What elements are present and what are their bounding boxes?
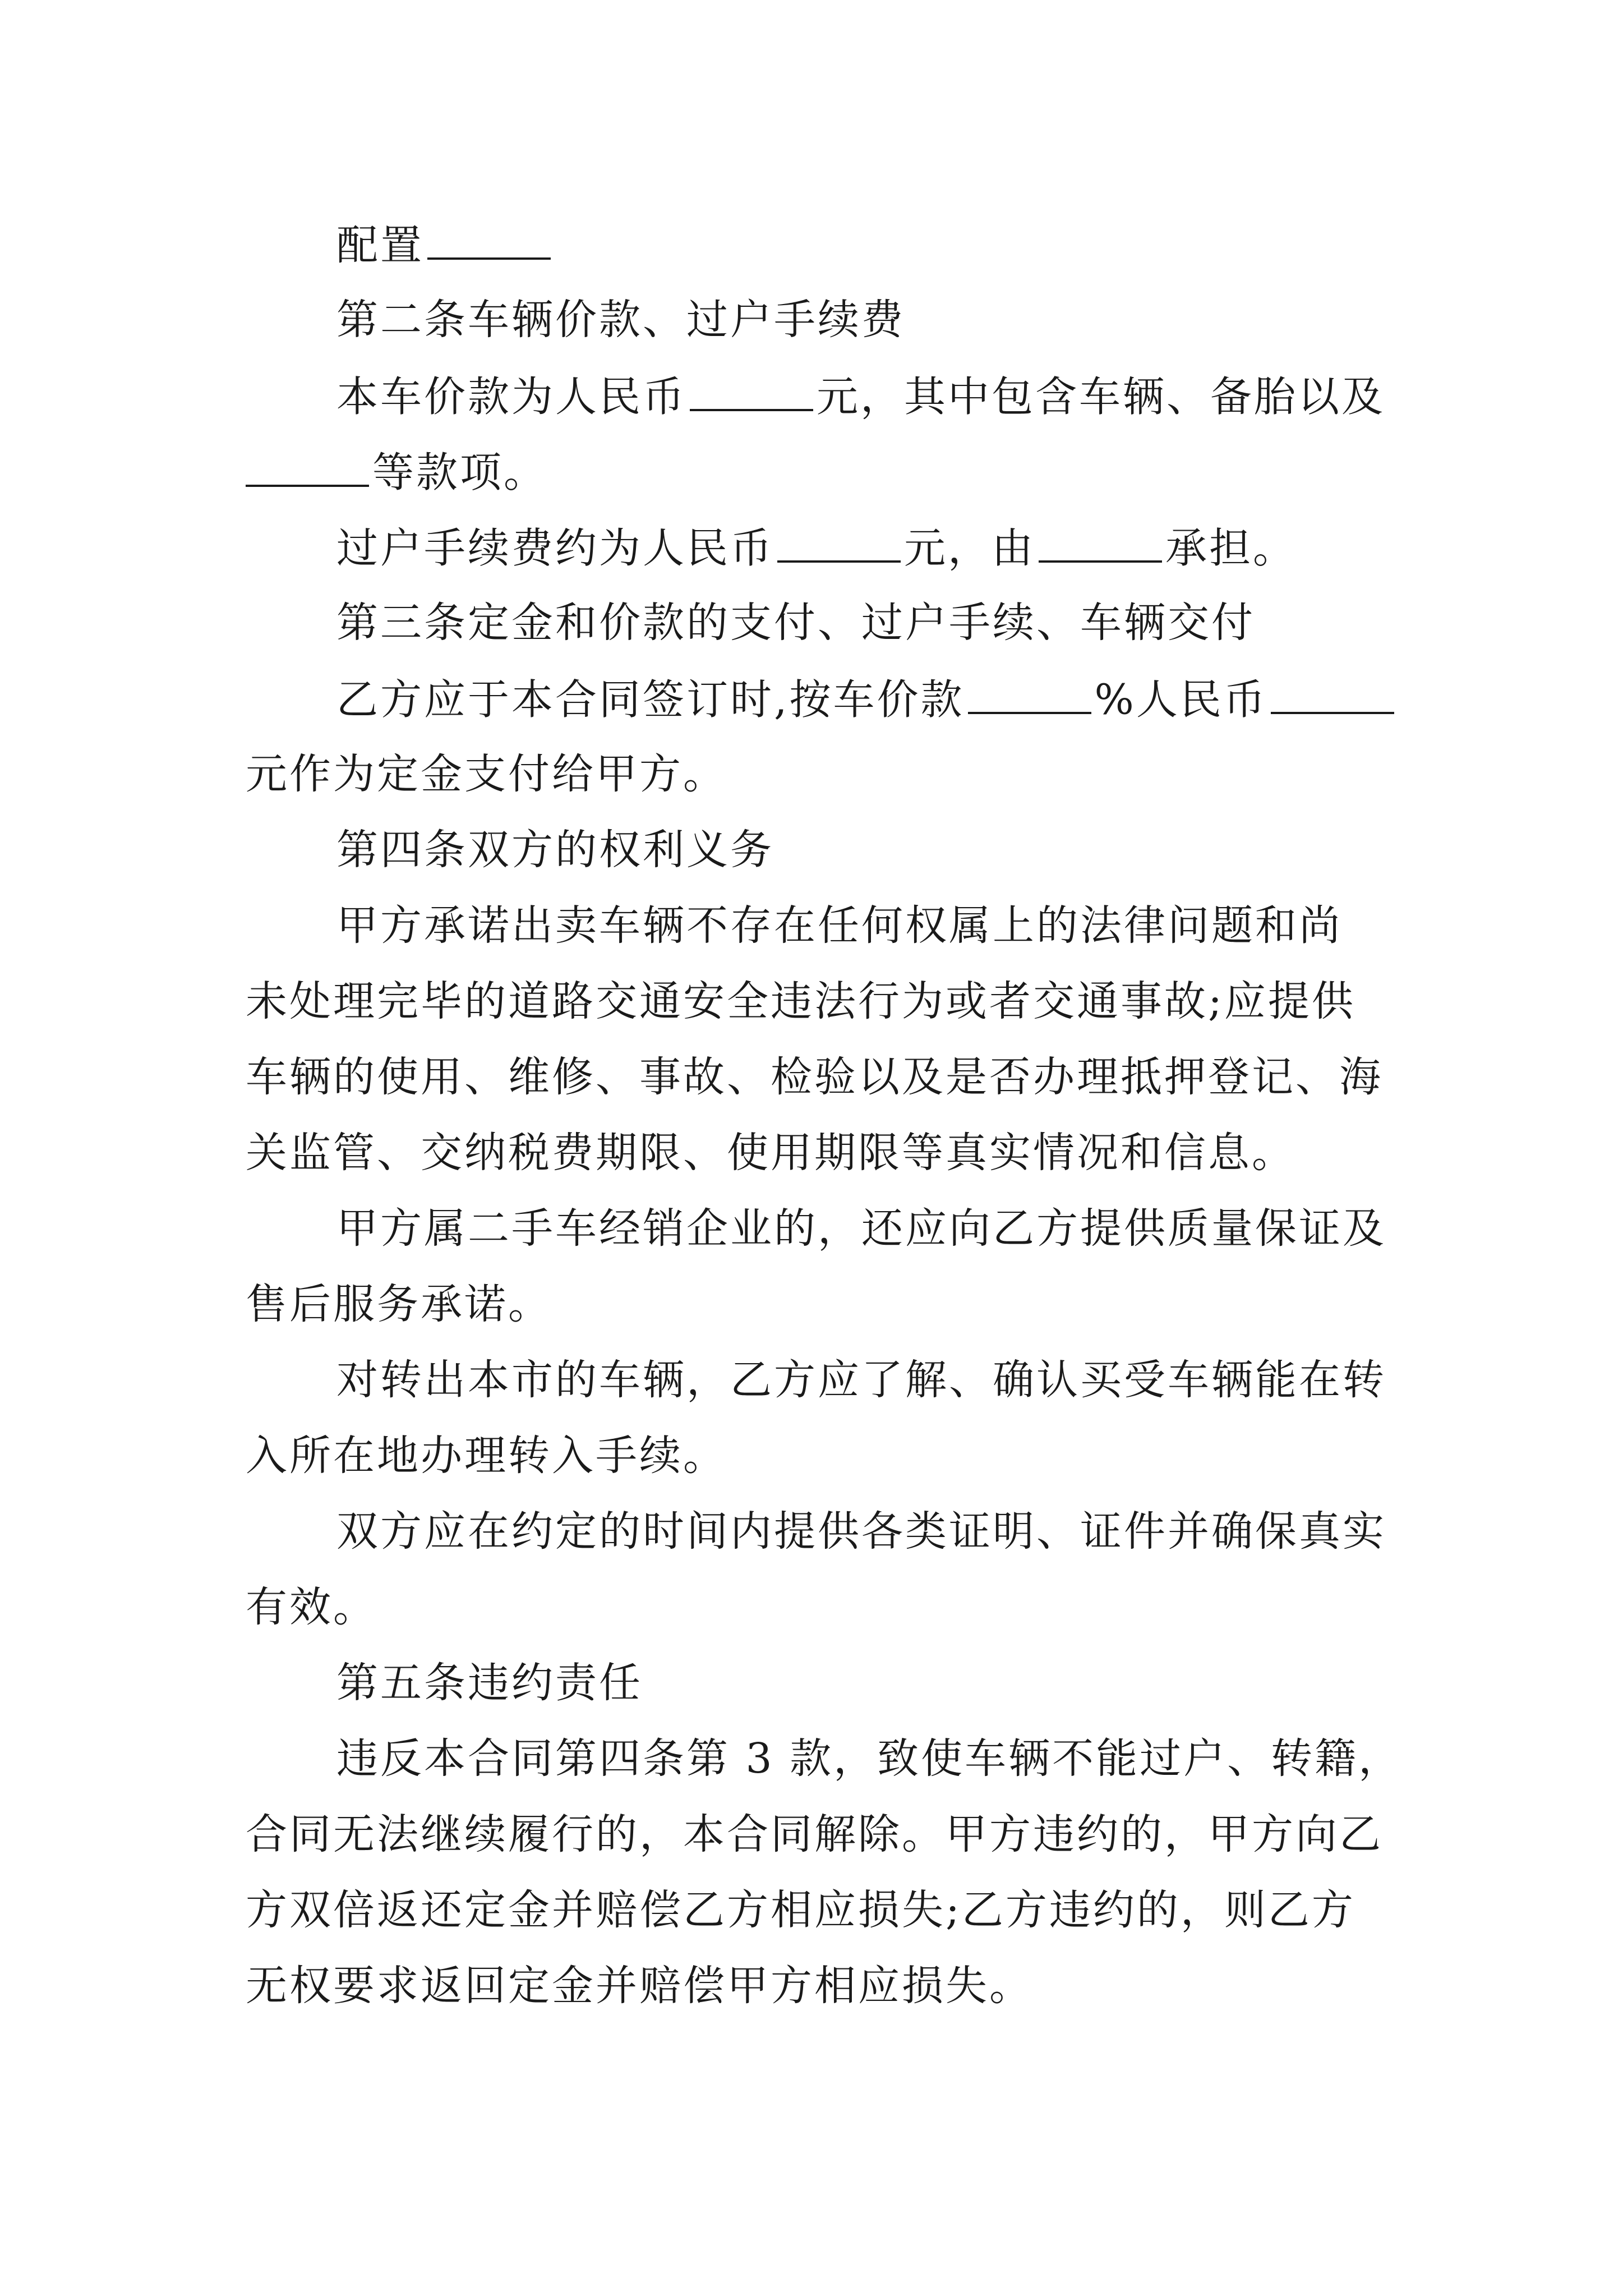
article-2-heading [336, 296, 1402, 344]
text-line [336, 1734, 1403, 1783]
article-3-heading [336, 599, 1402, 647]
text-line [336, 901, 1402, 950]
text-segment: 售后服务承诺。 [246, 1280, 552, 1328]
text-line [246, 1280, 1390, 1328]
text-line [246, 448, 1390, 497]
text-segment: 关监管、交纳税费期限、使用期限等真实情况和信息。 [246, 1129, 1295, 1177]
text-segment: 等款项。 [372, 448, 547, 497]
text-segment: 双方应在约定的时间内提供各类证明、证件并确保真实 [336, 1507, 1386, 1556]
text-line [246, 1886, 1390, 1934]
text-line [246, 750, 1390, 798]
fill-blank [246, 450, 369, 487]
text-line [246, 1810, 1390, 1858]
text-line [246, 977, 1390, 1025]
text-segment: %人民币 [1094, 675, 1267, 724]
text-segment: 承担。 [1165, 524, 1297, 573]
text-line [246, 1583, 1390, 1631]
text-segment: 过户手续费约为人民币 [336, 524, 774, 573]
text-line [246, 1129, 1390, 1177]
article-5-heading [336, 1659, 1402, 1707]
text-segment: 合同无法继续履行的，本合同解除。甲方违约的，甲方向乙 [246, 1810, 1383, 1858]
text-line [336, 1204, 1402, 1253]
fill-blank [690, 375, 813, 411]
text-segment: 违反本合同第四条第 3 款，致使车辆不能过户、转籍， [336, 1734, 1403, 1783]
fill-blank [1039, 526, 1162, 563]
text-segment: 方双倍返还定金并赔偿乙方相应损失;乙方违约的，则乙方 [246, 1886, 1355, 1934]
heading-text: 第二条车辆价款、过户手续费 [336, 296, 905, 344]
text-line [336, 221, 1402, 270]
text-segment: 本车价款为人民币 [336, 372, 686, 421]
fill-blank [427, 223, 551, 260]
heading-text: 第五条违约责任 [336, 1659, 643, 1707]
fill-blank [1271, 678, 1394, 714]
text-segment: 元，其中包含车辆、备胎以及 [817, 372, 1385, 421]
text-segment: 乙方应于本合同签订时,按车价款 [336, 675, 965, 724]
fill-blank [777, 526, 901, 563]
text-segment: 元作为定金支付给甲方。 [246, 750, 727, 798]
article-4-heading [336, 826, 1402, 874]
heading-text: 第三条定金和价款的支付、过户手续、车辆交付 [336, 599, 1255, 647]
text-segment: 甲方承诺出卖车辆不存在任何权属上的法律问题和尚 [336, 901, 1343, 950]
text-segment: 入所在地办理转入手续。 [246, 1432, 727, 1480]
text-segment: 未处理完毕的道路交通安全违法行为或者交通事故;应提供 [246, 977, 1355, 1025]
config-label: 配置 [336, 221, 424, 270]
text-line [246, 1053, 1390, 1101]
text-line [336, 372, 1402, 421]
text-line [246, 1962, 1390, 2010]
text-line [336, 1356, 1402, 1404]
text-line [336, 1507, 1402, 1556]
text-line [336, 675, 1402, 724]
text-line [246, 1432, 1390, 1480]
text-segment: 有效。 [246, 1583, 377, 1631]
text-line [336, 524, 1402, 573]
text-segment: 对转出本市的车辆，乙方应了解、确认买受车辆能在转 [336, 1356, 1386, 1404]
text-segment: 甲方属二手车经销企业的，还应向乙方提供质量保证及 [336, 1204, 1386, 1253]
text-segment: 车辆的使用、维修、事故、检验以及是否办理抵押登记、海 [246, 1053, 1383, 1101]
text-segment: 无权要求返回定金并赔偿甲方相应损失。 [246, 1962, 1033, 2010]
text-segment: 元，由 [904, 524, 1035, 573]
fill-blank [968, 678, 1091, 714]
heading-text: 第四条双方的权利义务 [336, 826, 774, 874]
